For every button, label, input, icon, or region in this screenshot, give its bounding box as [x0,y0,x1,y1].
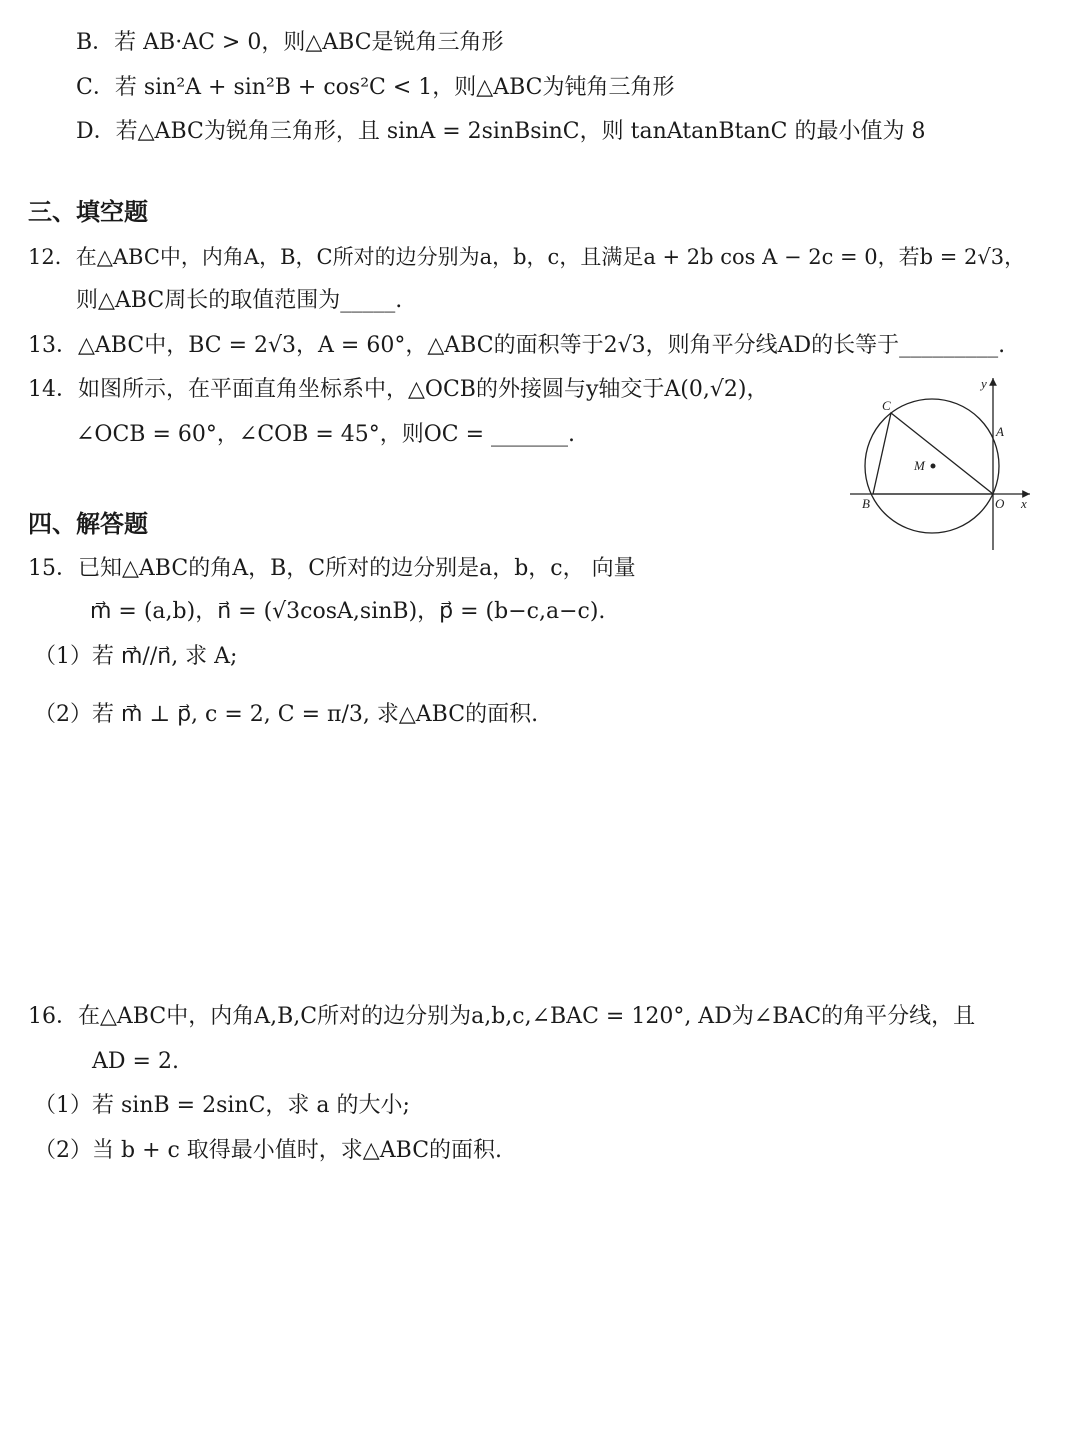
label-y: y [981,376,987,391]
section-title-answer: 四、解答题 [28,509,148,538]
section-title-fill-in: 三、填空题 [28,197,148,226]
question-12-line2: 则△ABC周长的取值范围为_____. [76,288,403,313]
label-c: C [882,398,891,413]
question-14-line1: 14．如图所示，在平面直角坐标系中，△OCB的外接圆与y轴交于A(0,√2)， [28,377,769,402]
option-b: B．若 AB·AC > 0，则△ABC是锐角三角形 [76,30,504,55]
center-point-m [931,464,936,469]
question-15-line1: 15．已知△ABC的角A，B，C所对的边分别是a，b，c， 向量 [28,556,636,581]
question-13: 13．△ABC中，BC = 2√3，A = 60°，△ABC的面积等于2√3，则角平分线AD的长等于_________. [28,333,1006,358]
question-14-line2: ∠OCB = 60°，∠COB = 45°，则OC = _______. [76,422,576,447]
label-a: A [996,424,1004,439]
label-x: x [1021,496,1027,511]
question-12-line1: 12．在△ABC中，内角A，B，C所对的边分别为a，b，c，且满足a + 2b cos A − 2c = 0，若b = 2√3， [28,245,1026,269]
option-d: D．若△ABC为锐角三角形，且 sinA = 2sinBsinC，则 tanAtanBtanC 的最小值为 8 [76,119,926,144]
question-16-line1: 16．在△ABC中，内角A,B,C所对的边分别为a,b,c,∠BAC = 120°, AD为∠BAC的角平分线，且 [28,1004,976,1029]
question-15-part2: （2）若 m⃗ ⊥ p⃗, c = 2, C = π/3, 求△ABC的面积. [34,702,539,727]
question-16-part2: （2）当 b + c 取得最小值时，求△ABC的面积. [34,1138,503,1163]
circle-coordinate-figure [846,370,1036,560]
label-b: B [862,496,870,511]
question-16-line2: AD = 2. [92,1049,179,1074]
triangle-ocb [873,413,993,494]
question-15-line2: m⃗ = (a,b)，n⃗ = (√3cosA,sinB)，p⃗ = (b−c,a−c). [90,599,606,624]
option-c: C．若 sin²A + sin²B + cos²C < 1，则△ABC为钝角三角形 [76,75,675,100]
label-o: O [995,496,1005,511]
question-16-part1: （1）若 sinB = 2sinC，求 a 的大小; [34,1093,410,1118]
label-m: M [914,458,925,473]
question-15-part1: （1）若 m⃗//n⃗, 求 A; [34,644,238,669]
